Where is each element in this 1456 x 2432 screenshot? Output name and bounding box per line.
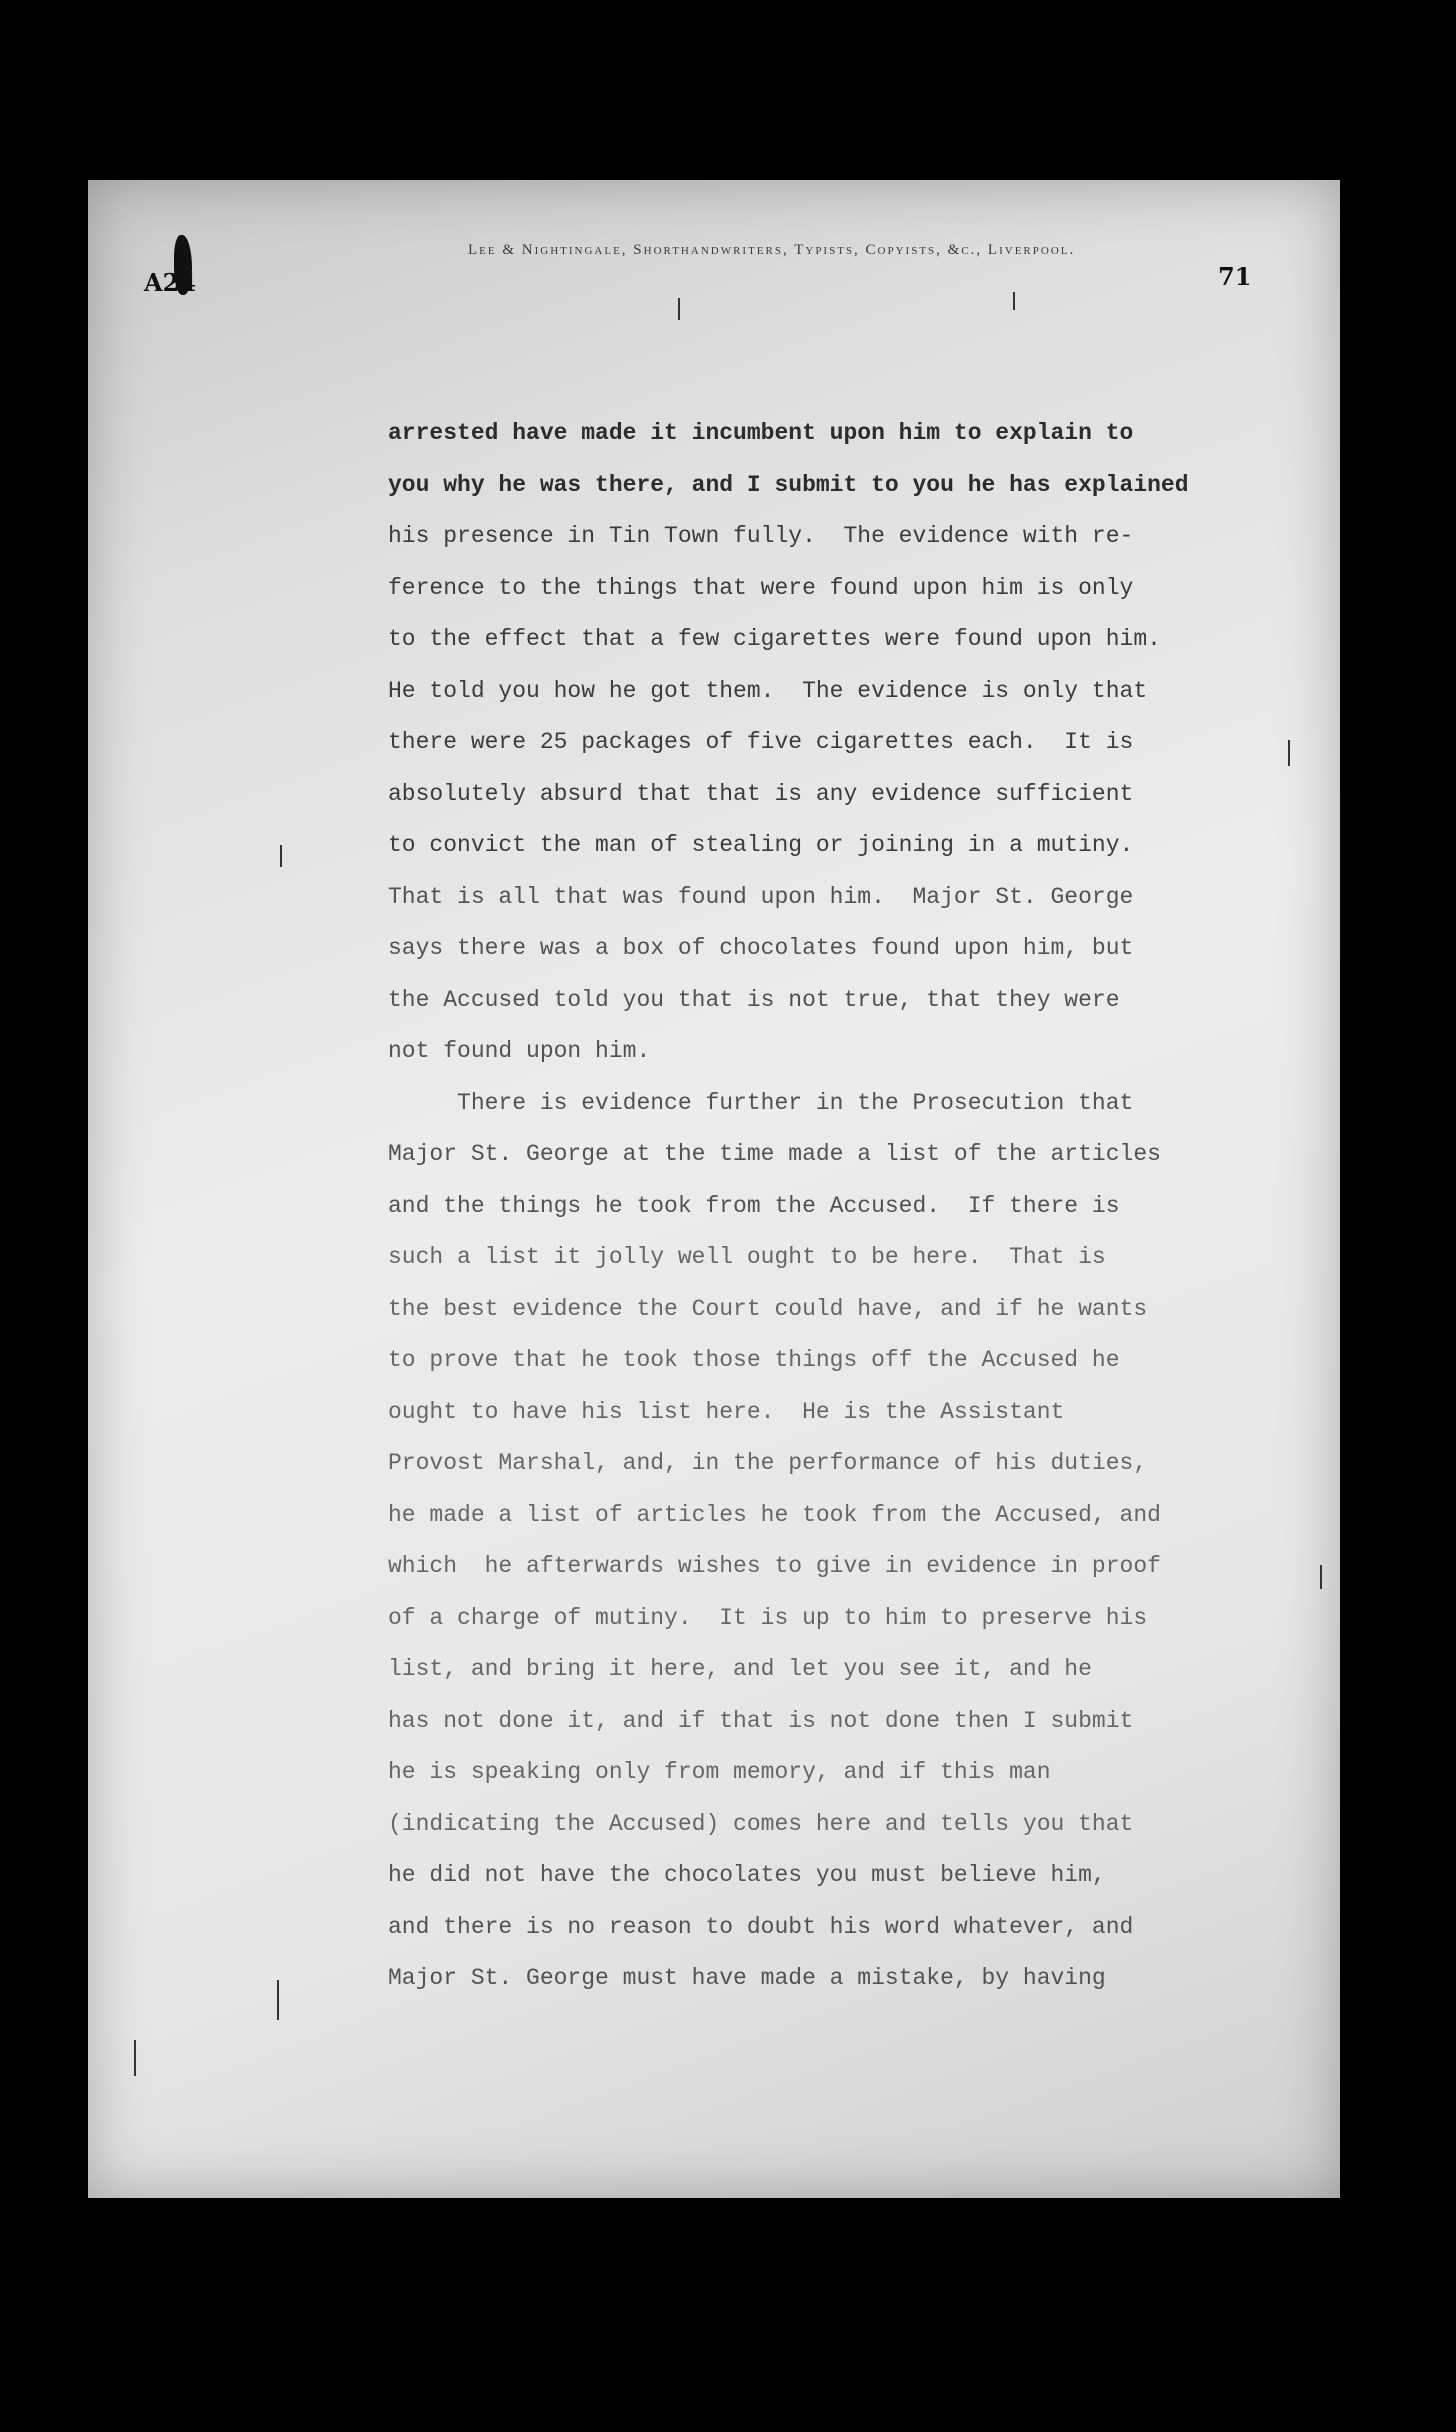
text-line: arrested have made it incumbent upon him to explain to: [388, 420, 1134, 446]
text-line: and there is no reason to doubt his word whatever, and: [388, 1913, 1134, 1940]
stray-mark: [277, 1980, 279, 2020]
stray-mark: [280, 845, 282, 867]
text-line: such a list it jolly well ought to be here. That is: [388, 1244, 1106, 1270]
stray-mark: [1013, 292, 1015, 310]
text-line: He told you how he got them. The evidence is only that: [388, 677, 1148, 704]
stray-mark: [1320, 1565, 1322, 1589]
text-line: he made a list of articles he took from the Accused, and: [388, 1501, 1161, 1528]
text-line: his presence in Tin Town fully. The evidence with re-: [388, 523, 1134, 549]
text-line: has not done it, and if that is not done then I submit: [388, 1707, 1134, 1734]
text-line: to convict the man of stealing or joining in a mutiny.: [388, 832, 1134, 858]
text-line: to the effect that a few cigarettes were found upon him.: [388, 626, 1161, 652]
text-line: to prove that he took those things off the Accused he: [388, 1347, 1120, 1373]
stray-mark: [678, 298, 680, 320]
document-page: [88, 180, 1340, 2198]
text-line: (indicating the Accused) comes here and tells you that: [388, 1810, 1134, 1837]
text-line: which he afterwards wishes to give in evidence in proof: [388, 1553, 1161, 1579]
text-line: he did not have the chocolates you must believe him,: [388, 1862, 1106, 1888]
transcript-body: [388, 408, 1288, 2005]
text-line: absolutely absurd that that is any evidence sufficient: [388, 780, 1134, 807]
text-line: you why he was there, and I submit to you he has explained: [388, 471, 1189, 498]
text-line: the Accused told you that is not true, that they were: [388, 986, 1120, 1013]
text-line: list, and bring it here, and let you see it, and he: [388, 1656, 1092, 1682]
text-line: and the things he took from the Accused. If there is: [388, 1192, 1120, 1219]
text-line: not found upon him.: [388, 1038, 651, 1064]
text-line: Major St. George must have made a mistake, by having: [388, 1965, 1106, 1991]
text-line: That is all that was found upon him. Major St. George: [388, 883, 1134, 910]
text-line: ought to have his list here. He is the Assistant: [388, 1398, 1065, 1425]
page-number: 71: [1218, 262, 1252, 291]
text-line: there were 25 packages of five cigarettes each. It is: [388, 729, 1134, 755]
text-line: ference to the things that were found upon him is only: [388, 574, 1134, 601]
reference-number: A24: [144, 268, 197, 297]
text-line: of a charge of mutiny. It is up to him to preserve his: [388, 1604, 1148, 1631]
text-line: the best evidence the Court could have, and if he wants: [388, 1295, 1148, 1322]
text-line: Provost Marshal, and, in the performance of his duties,: [388, 1450, 1148, 1476]
stray-mark: [134, 2040, 136, 2076]
text-line: says there was a box of chocolates found upon him, but: [388, 935, 1134, 961]
letterhead: Lee & Nightingale, Shorthandwriters, Typists, Copyists, &c., Liverpool.: [468, 242, 1076, 258]
text-line: There is evidence further in the Prosecution that: [388, 1089, 1134, 1116]
text-line: he is speaking only from memory, and if this man: [388, 1759, 1051, 1785]
text-line: Major St. George at the time made a list of the articles: [388, 1141, 1161, 1167]
stray-mark: [1288, 740, 1290, 766]
